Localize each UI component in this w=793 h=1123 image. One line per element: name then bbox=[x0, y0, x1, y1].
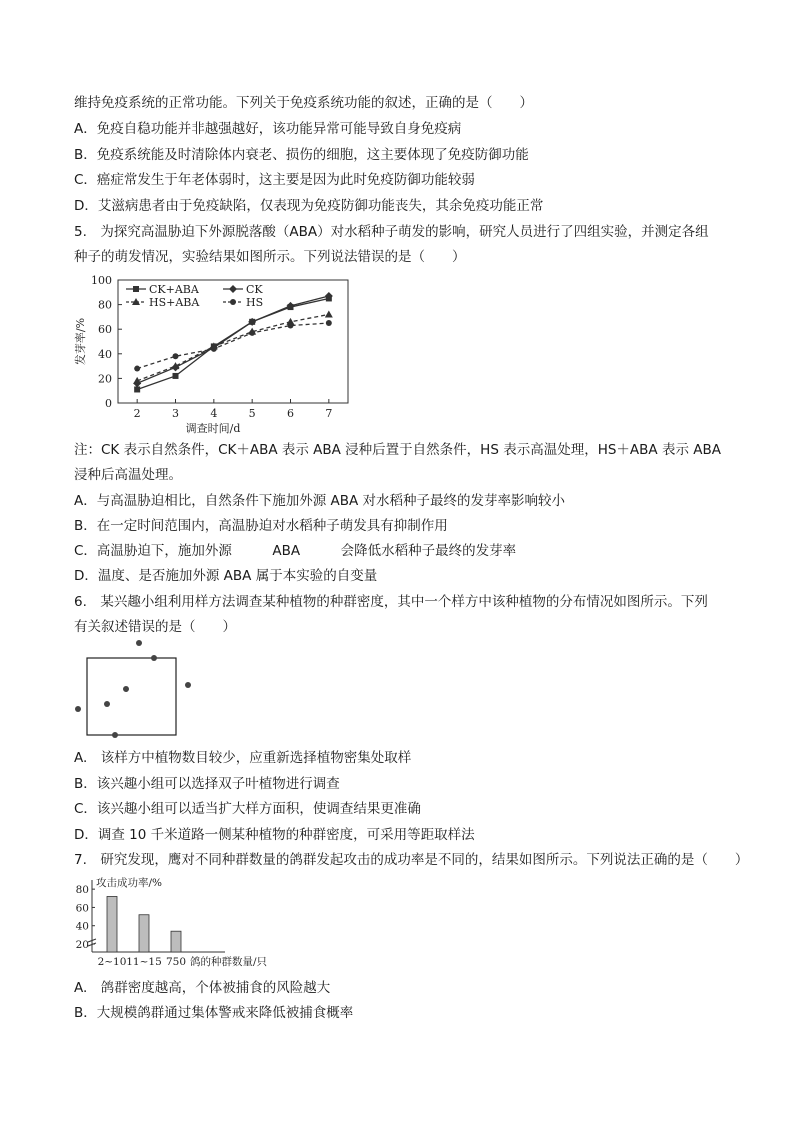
q7-option-a: A. 鸽群密度越高，个体被捕食的风险越大 bbox=[74, 980, 331, 996]
plant-point bbox=[123, 686, 129, 692]
q6-stem-line1: 6. 某兴趣小组利用样方法调查某种植物的种群密度，其中一个样方中该种植物的分布情况如图所示。下列 bbox=[74, 594, 708, 610]
legend-label: HS+ABA bbox=[149, 296, 200, 309]
q6-option-b: B．该兴趣小组可以选择双子叶植物进行调查 bbox=[74, 776, 340, 792]
q6-option-a: A. 该样方中植物数目较少，应重新选择植物密集处取样 bbox=[74, 750, 412, 766]
y-axis-label: 攻击成功率/% bbox=[96, 877, 163, 889]
plant-point bbox=[185, 682, 191, 688]
bar bbox=[107, 896, 117, 952]
q5-option-b: B．在一定时间范围内，高温胁迫对水稻种子萌发具有抑制作用 bbox=[74, 518, 448, 534]
q5-option-a: A．与高温胁迫相比，自然条件下施加外源 ABA 对水稻种子最终的发芽率影响较小 bbox=[74, 493, 566, 509]
data-point bbox=[134, 386, 140, 392]
x-tick-label: 750 bbox=[165, 956, 187, 968]
y-axis-label: 发芽率/% bbox=[74, 317, 87, 366]
q7-option-b: B．大规模鸽群通过集体警戒来降低被捕食概率 bbox=[74, 1005, 354, 1021]
legend-label: HS bbox=[246, 296, 264, 309]
x-tick-label: 2 bbox=[133, 407, 141, 420]
q4-stem: 维持免疫系统的正常功能。下列关于免疫系统功能的叙述，正确的是（ ） bbox=[74, 95, 533, 111]
plant-point bbox=[136, 640, 142, 646]
plant-point bbox=[75, 706, 81, 712]
x-tick-label: 3 bbox=[172, 407, 179, 420]
q4-option-a: A．免疫自稳功能并非越强越好，该功能异常可能导致自身免疫病 bbox=[74, 121, 462, 137]
data-point bbox=[173, 353, 179, 359]
x-axis-label: 调查时间/d bbox=[185, 422, 241, 435]
q6-option-c: C．该兴趣小组可以适当扩大样方面积，使调查结果更准确 bbox=[74, 801, 421, 817]
legend-label: CK bbox=[246, 283, 263, 296]
germination-line-chart bbox=[70, 270, 360, 435]
data-point bbox=[288, 323, 294, 329]
x-tick-label: 2~10 bbox=[97, 956, 127, 968]
q4-option-c: C．癌症常发生于年老体弱时，这主要是因为此时免疫防御功能较弱 bbox=[74, 172, 475, 188]
series-line-hs bbox=[137, 323, 329, 369]
q5-note-line1: 注：CK 表示自然条件，CK＋ABA 表示 ABA 浸种后置于自然条件，HS 表示高温处理，HS＋ABA 表示 ABA bbox=[74, 442, 721, 458]
q7-stem: 7. 研究发现，鹰对不同种群数量的鸽群发起攻击的成功率是不同的，结果如图所示。下列说法正确的是（ ） bbox=[74, 852, 749, 868]
q5-stem-line2: 种子的萌发情况，实验结果如图所示。下列说法错误的是（ ） bbox=[74, 249, 466, 265]
q5-option-d: D．温度、是否施加外源 ABA 属于本实验的自变量 bbox=[74, 568, 378, 584]
data-point bbox=[249, 330, 255, 336]
y-tick-label: 100 bbox=[91, 274, 112, 287]
x-tick-label: 7 bbox=[325, 407, 333, 420]
x-axis-label: 鸽的种群数量/只 bbox=[190, 956, 268, 968]
y-tick-label: 60 bbox=[98, 323, 112, 337]
bar bbox=[171, 931, 181, 952]
data-point bbox=[211, 346, 217, 352]
y-tick-label: 40 bbox=[75, 920, 89, 933]
data-point bbox=[173, 373, 179, 379]
legend-label: CK+ABA bbox=[149, 283, 199, 296]
quadrat-frame bbox=[87, 658, 176, 735]
q6-option-d: D．调查 10 千米道路一侧某种植物的种群密度，可采用等距取样法 bbox=[74, 827, 475, 843]
q4-option-b: B．免疫系统能及时清除体内衰老、损伤的细胞，这主要体现了免疫防御功能 bbox=[74, 147, 529, 163]
plant-point bbox=[151, 655, 157, 661]
q4-option-d: D．艾滋病患者由于免疫缺陷，仅表现为免疫防御功能丧失，其余免疫功能正常 bbox=[74, 198, 544, 214]
legend-marker bbox=[229, 285, 237, 293]
legend-marker bbox=[133, 286, 139, 292]
y-tick-label: 80 bbox=[98, 298, 112, 312]
x-tick-label: 6 bbox=[287, 407, 294, 420]
x-tick-label: 11~15 bbox=[126, 956, 162, 968]
y-tick-label: 20 bbox=[75, 939, 89, 951]
x-tick-label: 4 bbox=[210, 407, 218, 420]
y-tick-label: 80 bbox=[75, 884, 89, 897]
attack-success-bar-chart bbox=[70, 872, 285, 972]
y-tick-label: 0 bbox=[105, 397, 112, 410]
q6-stem-line2: 有关叙述错误的是（ ） bbox=[74, 619, 236, 635]
q5-option-c: C．高温胁迫下，施加外源 ABA 会降低水稻种子最终的发芽率 bbox=[74, 543, 517, 559]
data-point bbox=[326, 320, 332, 326]
y-tick-label: 20 bbox=[98, 372, 112, 386]
data-point bbox=[325, 310, 333, 317]
x-tick-label: 5 bbox=[248, 407, 256, 420]
y-tick-label: 40 bbox=[98, 347, 112, 361]
bar bbox=[139, 915, 149, 952]
quadrat-diagram bbox=[70, 636, 200, 742]
plant-point bbox=[112, 732, 118, 738]
legend-marker bbox=[230, 299, 236, 305]
y-tick-label: 60 bbox=[75, 902, 89, 915]
plant-point bbox=[104, 701, 110, 707]
series-line-ck-plus-aba bbox=[137, 298, 329, 389]
q5-note-line2: 浸种后高温处理。 bbox=[74, 467, 182, 483]
q5-stem-line1: 5. 为探究高温胁迫下外源脱落酸（ABA）对水稻种子萌发的影响，研究人员进行了四组实验，并测定各组 bbox=[74, 224, 709, 240]
data-point bbox=[134, 366, 140, 372]
